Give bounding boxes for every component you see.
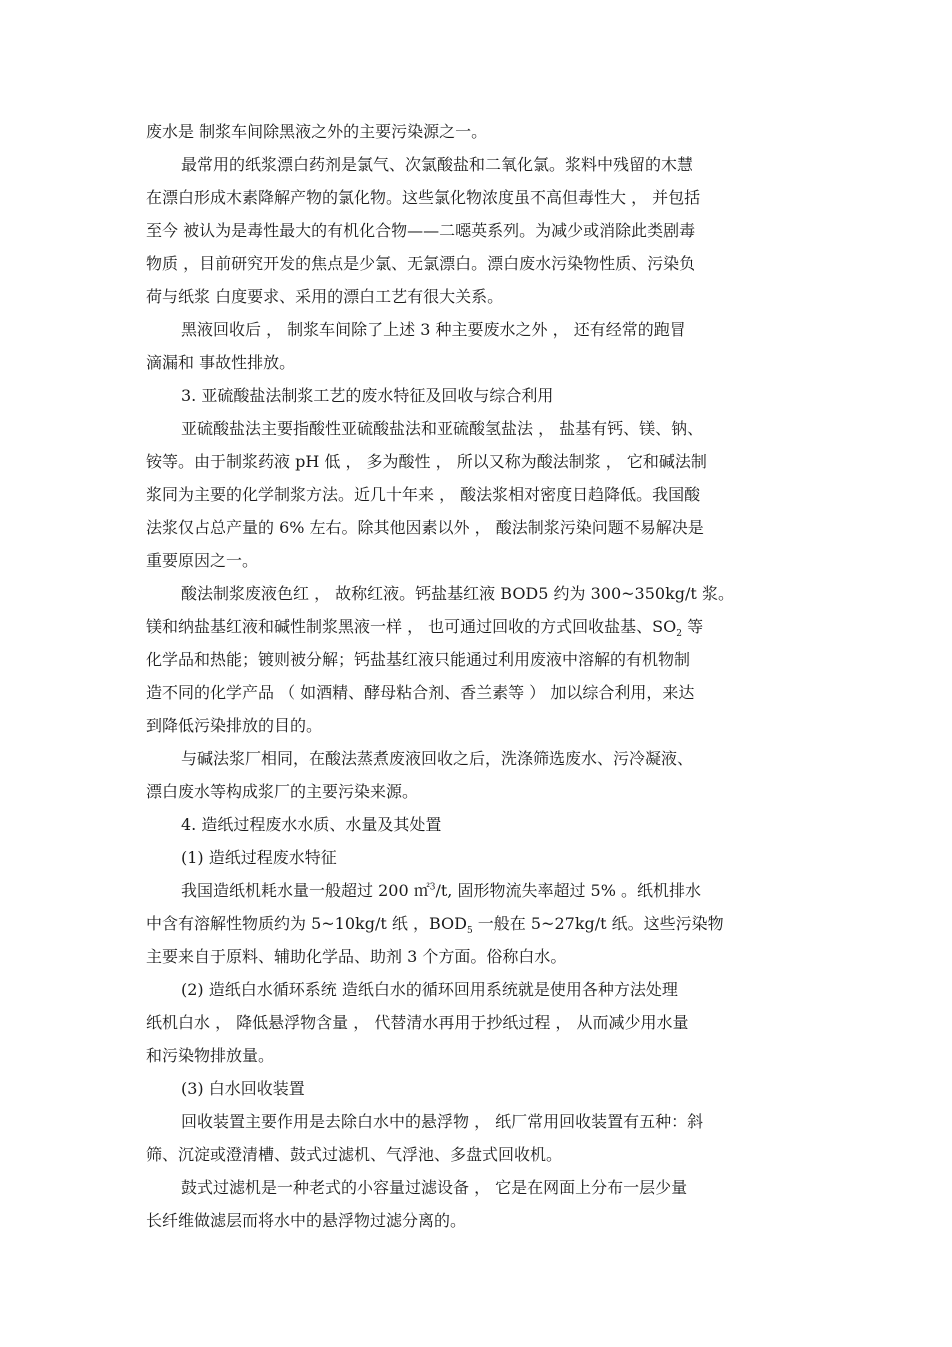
text-line: 滴漏和 事故性排放。 bbox=[146, 353, 296, 372]
text-line: 重要原因之一。 bbox=[146, 551, 259, 570]
text-line: 和污染物排放量。 bbox=[146, 1046, 275, 1065]
text-line: 造不同的化学产品 （ 如酒精、酵母粘合剂、香兰素等 ） 加以综合利用，来达 bbox=[146, 683, 695, 702]
text-line: 最常用的纸浆漂白药剂是氯气、次氯酸盐和二氧化氯。浆料中残留的木慧 bbox=[181, 155, 694, 174]
text-line: 到降低污染排放的目的。 bbox=[146, 716, 323, 735]
text-line: 在漂白形成木素降解产物的氯化物。这些氯化物浓度虽不高但毒性大 ， 并包括 bbox=[146, 188, 701, 207]
text-line: 至今 被认为是毒性最大的有机化合物——二噁英系列。为减少或消除此类剧毒 bbox=[146, 221, 696, 240]
text-line: 物质 ，目前研究开发的焦点是少氯、无氯漂白。漂白废水污染物性质、污染负 bbox=[146, 254, 696, 273]
subsection-heading: (3) 白水回收装置 bbox=[181, 1079, 305, 1098]
text-line: 亚硫酸盐法主要指酸性亚硫酸盐法和亚硫酸氢盐法 ， 盐基有钙、镁、钠、 bbox=[181, 419, 704, 438]
superscript: 3 bbox=[429, 882, 436, 893]
text-line: 镁和纳盐基红液和碱性制浆黑液一样 ， 也可通过回收的方式回收盐基、$SO_2$ 等 bbox=[146, 617, 704, 640]
section-heading: 4. 造纸过程废水水质、水量及其处置 bbox=[181, 815, 442, 834]
text-line: 与碱法浆厂相同，在酸法蒸煮废液回收之后，洗涤筛选废水、污冷凝液、 bbox=[181, 749, 694, 768]
text-line: 筛、沉淀或澄清槽、鼓式过滤机、气浮池、多盘式回收机。 bbox=[146, 1145, 563, 1164]
subscript: 2 bbox=[676, 629, 682, 640]
text-line: 漂白废水等构成浆厂的主要污染来源。 bbox=[146, 782, 419, 801]
text-line: 中含有溶解性物质约为 5~10kg/t 纸 ，$BOD_5$ 一般在 5~27kg/t 纸。这些污染物 bbox=[146, 914, 724, 937]
text-line: 浆同为主要的化学制浆方法。近几十年来 ， 酸法浆相对密度日趋降低。我国酸 bbox=[146, 485, 701, 504]
text-line: 主要来自于原料、辅助化学品、助剂 3 个方面。俗称白水。 bbox=[146, 947, 567, 966]
text-line: 酸法制浆废液色红 ， 故称红液。钙盐基红液 BOD5 约为 300~350kg/t 浆。 bbox=[181, 584, 734, 603]
text-line: 铵等。由于制浆药液 pH 低 ， 多为酸性 ， 所以又称为酸法制浆 ， 它和碱法制 bbox=[146, 452, 707, 471]
text-line: 长纤维做滤层而将水中的悬浮物过滤分离的。 bbox=[146, 1211, 467, 1230]
section-heading: 3. 亚硫酸盐法制浆工艺的废水特征及回收与综合利用 bbox=[181, 386, 554, 405]
text-line: 纸机白水 ， 降低悬浮物含量 ， 代替清水再用于抄纸过程 ， 从而减少用水量 bbox=[146, 1013, 689, 1032]
text-line: 废水是 制浆车间除黑液之外的主要污染源之一。 bbox=[146, 122, 488, 141]
text-line: 法浆仅占总产量的 6% 左右。除其他因素以外 ， 酸法制浆污染问题不易解决是 bbox=[146, 518, 704, 537]
text-line: 化学品和热能；镀则被分解；钙盐基红液只能通过利用废液中溶解的有机物制 bbox=[146, 650, 691, 669]
text-line: (2) 造纸白水循环系统 造纸白水的循环回用系统就是使用各种方法处理 bbox=[181, 980, 678, 999]
text-line: 黑液回收后 ， 制浆车间除了上述 3 种主要废水之外 ， 还有经常的跑冒 bbox=[181, 320, 686, 339]
text-line: 回收装置主要作用是去除白水中的悬浮物 ， 纸厂常用回收装置有五种：斜 bbox=[181, 1112, 704, 1131]
subscript: 5 bbox=[466, 926, 473, 937]
text-line: 鼓式过滤机是一种老式的小容量过滤设备 ， 它是在网面上分布一层少量 bbox=[181, 1178, 688, 1197]
text-line: 我国造纸机耗水量一般超过 200 ㎡$^3$/t, 固形物流失率超过 5% 。纸机排水 bbox=[181, 881, 702, 900]
subsection-heading: (1) 造纸过程废水特征 bbox=[181, 848, 337, 867]
text-line: 荷与纸浆 白度要求、采用的漂白工艺有很大关系。 bbox=[146, 287, 504, 306]
